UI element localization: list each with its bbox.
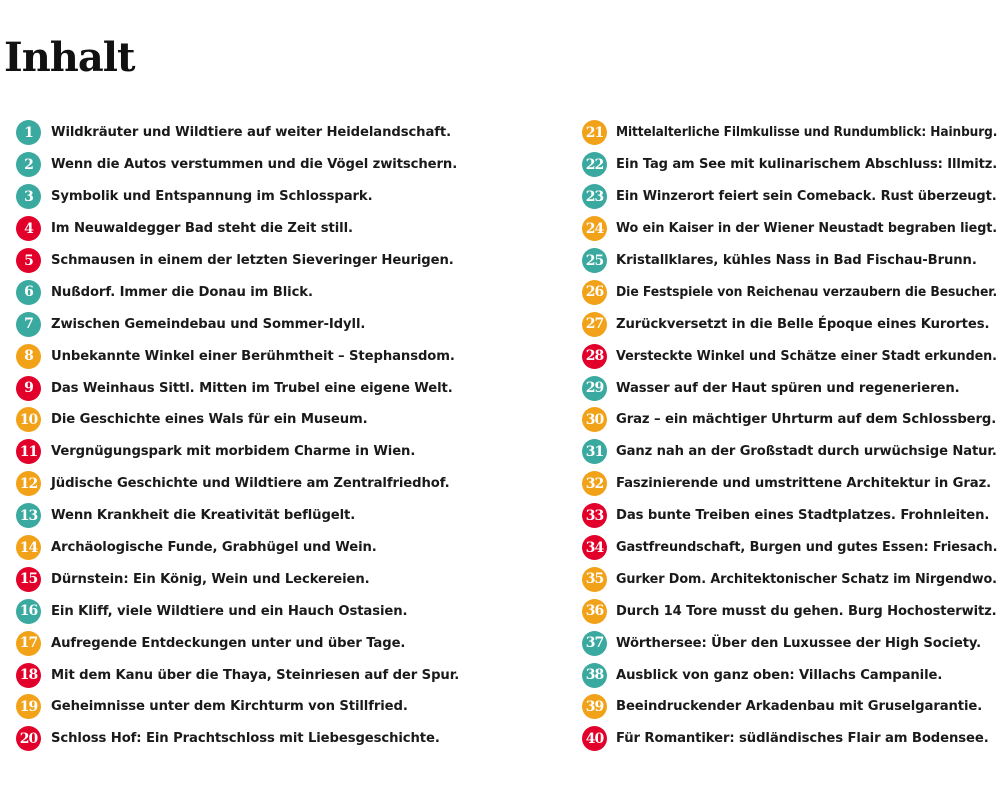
toc-entry[interactable] [16, 532, 459, 564]
chapter-number-badge: 13 [16, 503, 41, 528]
toc-entry[interactable] [16, 340, 459, 372]
chapter-number-badge: 25 [582, 248, 607, 273]
chapter-number-badge: 37 [582, 631, 607, 656]
chapter-number-badge: 33 [582, 503, 607, 528]
chapter-number-badge: 2 [16, 152, 41, 177]
toc-entry[interactable] [16, 627, 459, 659]
toc-entry-title: Faszinierende und umstrittene Architektur in Graz. [616, 476, 992, 492]
toc-entry-title: Ein Kliff, viele Wildtiere und ein Hauch Ostasien. [51, 603, 408, 619]
toc-entry-title: Das bunte Treiben eines Stadtplatzes. Frohnleiten. [616, 508, 990, 524]
toc-entry[interactable] [582, 500, 1000, 532]
toc-entry-title: Mit dem Kanu über die Thaya, Steinriesen auf der Spur. [51, 667, 460, 683]
chapter-number-badge: 16 [16, 599, 41, 624]
chapter-number-badge: 18 [16, 663, 41, 688]
toc-entry[interactable] [582, 213, 1000, 245]
chapter-number-badge: 15 [16, 567, 41, 592]
chapter-number-badge: 29 [582, 376, 607, 401]
toc-entry-title: Wörthersee: Über den Luxussee der High Society. [616, 635, 982, 651]
toc-entry[interactable] [582, 245, 1000, 277]
toc-entry[interactable] [582, 404, 1000, 436]
toc-entry[interactable] [16, 659, 459, 691]
chapter-number-badge: 5 [16, 248, 41, 273]
toc-entry-title: Im Neuwaldegger Bad steht die Zeit still. [51, 221, 353, 237]
toc-entry[interactable] [16, 276, 459, 308]
toc-entry[interactable] [582, 372, 1000, 404]
toc-entry[interactable] [16, 563, 459, 595]
toc-entry-title: Schmausen in einem der letzten Sieveringer Heurigen. [51, 253, 454, 268]
toc-entry-title: Beeindruckender Arkadenbau mit Gruselgarantie. [616, 699, 983, 715]
toc-entry-title: Symbolik und Entspannung im Schlosspark. [51, 189, 373, 205]
chapter-number-badge: 24 [582, 216, 607, 241]
toc-entry-title: Archäologische Funde, Grabhügel und Wein. [51, 540, 377, 556]
toc-entry-title: Wildkräuter und Wildtiere auf weiter Heidelandschaft. [51, 125, 452, 141]
chapter-number-badge: 8 [16, 344, 41, 369]
toc-entry[interactable] [16, 149, 459, 181]
toc-entry-title: Ein Winzerort feiert sein Comeback. Rust überzeugt. [616, 189, 997, 205]
chapter-number-badge: 30 [582, 407, 607, 432]
toc-entry[interactable] [16, 213, 459, 245]
toc-entry-title: Das Weinhaus Sittl. Mitten im Trubel eine eigene Welt. [51, 380, 453, 396]
chapter-number-badge: 19 [16, 694, 41, 719]
chapter-number-badge: 34 [582, 535, 607, 560]
chapter-number-badge: 27 [582, 312, 607, 337]
chapter-number-badge: 36 [582, 599, 607, 624]
toc-entry-title: Aufregende Entdeckungen unter und über Tage. [51, 635, 406, 651]
toc-entry-title: Die Geschichte eines Wals für ein Museum. [51, 412, 368, 428]
toc-entry[interactable] [16, 404, 459, 436]
toc-entry-title: Versteckte Winkel und Schätze einer Stadt erkunden. [616, 348, 997, 364]
toc-entry-title: Dürnstein: Ein König, Wein und Leckereien. [51, 571, 370, 587]
chapter-number-badge: 20 [16, 726, 41, 751]
chapter-number-badge: 10 [16, 407, 41, 432]
toc-entry-title: Jüdische Geschichte und Wildtiere am Zentralfriedhof. [51, 476, 450, 492]
toc-entry[interactable] [582, 595, 1000, 627]
toc-entry[interactable] [582, 563, 1000, 595]
toc-entry[interactable] [582, 468, 1000, 500]
toc-entry-title: Gurker Dom. Architektonischer Schatz im Nirgendwo. [616, 571, 997, 587]
chapter-number-badge: 39 [582, 694, 607, 719]
chapter-number-badge: 9 [16, 376, 41, 401]
toc-column-right [582, 117, 1000, 755]
toc-entry-title: Ganz nah an der Großstadt durch urwüchsige Natur. [616, 444, 997, 460]
toc-entry-title: Wenn die Autos verstummen und die Vögel zwitschern. [51, 157, 458, 173]
toc-entry[interactable] [582, 340, 1000, 372]
chapter-number-badge: 22 [582, 152, 607, 177]
page-title: Inhalt [4, 34, 135, 81]
chapter-number-badge: 12 [16, 471, 41, 496]
toc-entry[interactable] [582, 723, 1000, 755]
toc-entry-title: Die Festspiele von Reichenau verzaubern die Besucher. [616, 284, 998, 300]
toc-entry-title: Wo ein Kaiser in der Wiener Neustadt begraben liegt. [616, 221, 997, 237]
chapter-number-badge: 23 [582, 184, 607, 209]
chapter-number-badge: 3 [16, 184, 41, 209]
chapter-number-badge: 38 [582, 663, 607, 688]
toc-entry[interactable] [582, 436, 1000, 468]
toc-entry[interactable] [16, 372, 459, 404]
toc-entry[interactable] [16, 181, 459, 213]
toc-entry-title: Mittelalterliche Filmkulisse und Rundumblick: Hainburg. [616, 125, 998, 141]
toc-entry-title: Zwischen Gemeindebau und Sommer-Idyll. [51, 316, 366, 332]
toc-entry[interactable] [16, 436, 459, 468]
toc-entry[interactable] [16, 245, 459, 277]
toc-entry-title: Ein Tag am See mit kulinarischem Abschluss: Illmitz. [616, 157, 998, 173]
toc-entry[interactable] [582, 627, 1000, 659]
toc-entry[interactable] [16, 595, 459, 627]
chapter-number-badge: 21 [582, 120, 607, 145]
chapter-number-badge: 31 [582, 439, 607, 464]
toc-entry[interactable] [582, 691, 1000, 723]
chapter-number-badge: 11 [16, 439, 41, 464]
toc-entry[interactable] [16, 468, 459, 500]
chapter-number-badge: 7 [16, 312, 41, 337]
toc-entry-title: Geheimnisse unter dem Kirchturm von Stillfried. [51, 699, 408, 715]
toc-entry-title: Nußdorf. Immer die Donau im Blick. [51, 284, 313, 300]
chapter-number-badge: 14 [16, 535, 41, 560]
chapter-number-badge: 28 [582, 344, 607, 369]
toc-entry[interactable] [582, 276, 1000, 308]
toc-entry-title: Kristallklares, kühles Nass in Bad Fischau-Brunn. [616, 253, 977, 268]
chapter-number-badge: 1 [16, 120, 41, 145]
toc-entry[interactable] [582, 181, 1000, 213]
toc-entry-title: Für Romantiker: südländisches Flair am Bodensee. [616, 731, 989, 747]
toc-entry[interactable] [582, 308, 1000, 340]
chapter-number-badge: 35 [582, 567, 607, 592]
toc-entry[interactable] [582, 532, 1000, 564]
chapter-number-badge: 40 [582, 726, 607, 751]
toc-entry[interactable] [16, 500, 459, 532]
toc-entry[interactable] [16, 117, 459, 149]
toc-entry-title: Durch 14 Tore musst du gehen. Burg Hochosterwitz. [616, 603, 997, 619]
chapter-number-badge: 32 [582, 471, 607, 496]
toc-entry[interactable] [16, 723, 459, 755]
toc-entry-title: Unbekannte Winkel einer Berühmtheit – Stephansdom. [51, 348, 455, 364]
chapter-number-badge: 17 [16, 631, 41, 656]
toc-entry-title: Wasser auf der Haut spüren und regenerieren. [616, 380, 960, 396]
toc-column-left [16, 117, 459, 755]
toc-entry-title: Vergnügungspark mit morbidem Charme in Wien. [51, 444, 416, 460]
toc-entry[interactable] [582, 117, 1000, 149]
toc-entry-title: Graz – ein mächtiger Uhrturm auf dem Schlossberg. [616, 412, 997, 428]
toc-entry-title: Zurückversetzt in die Belle Époque eines Kurortes. [616, 316, 990, 332]
toc-entry[interactable] [582, 659, 1000, 691]
chapter-number-badge: 4 [16, 216, 41, 241]
toc-entry-title: Gastfreundschaft, Burgen und gutes Essen: Friesach. [616, 540, 998, 556]
toc-entry-title: Ausblick von ganz oben: Villachs Campanile. [616, 667, 943, 683]
chapter-number-badge: 6 [16, 280, 41, 305]
toc-entry-title: Schloss Hof: Ein Prachtschloss mit Liebesgeschichte. [51, 731, 440, 747]
toc-entry[interactable] [582, 149, 1000, 181]
chapter-number-badge: 26 [582, 280, 607, 305]
toc-entry[interactable] [16, 308, 459, 340]
toc-entry[interactable] [16, 691, 459, 723]
toc-entry-title: Wenn Krankheit die Kreativität beflügelt. [51, 508, 356, 524]
